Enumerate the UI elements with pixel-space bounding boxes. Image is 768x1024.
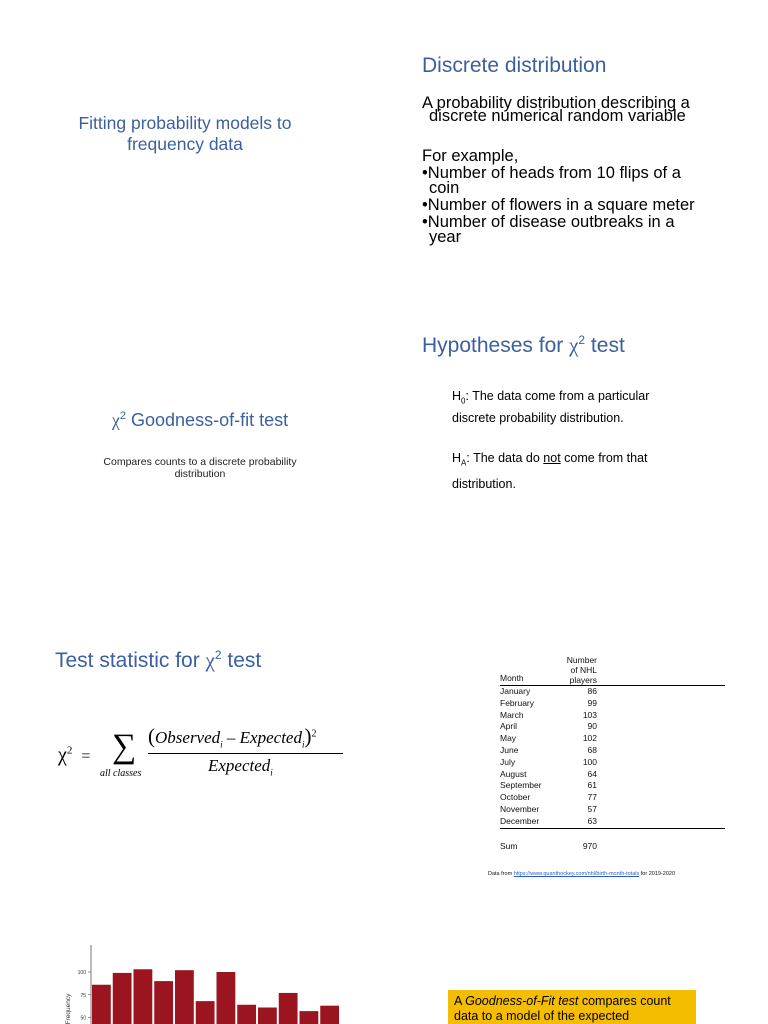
month-cell: September [500, 780, 542, 791]
h-subscript: 0 [461, 396, 466, 406]
birth-month-chart [58, 945, 358, 1024]
minus: – [222, 728, 240, 747]
table-row [500, 721, 725, 733]
sum-value: 970 [582, 840, 597, 851]
count-cell: 77 [587, 792, 597, 803]
count-cell: 86 [587, 686, 597, 696]
definition-line: discrete numerical random variable [429, 107, 686, 125]
table-row [500, 769, 725, 781]
header-line: players [569, 675, 597, 685]
header-line: Number [566, 655, 597, 665]
y-tick-label: 100 [77, 970, 86, 976]
count-cell: 102 [582, 733, 597, 744]
y-tick-label: 75 [80, 992, 86, 999]
data-source [488, 871, 675, 877]
gof-text: A [454, 994, 466, 1008]
gof-line: data to a model of the expected [454, 1009, 630, 1023]
null-hypothesis [452, 388, 687, 427]
ha-text: come from that distribution. [452, 451, 648, 491]
table-row [500, 792, 725, 804]
bar-chart-svg [58, 945, 358, 1024]
source-suffix: for 2019-2020 [639, 871, 676, 877]
count-cell: 57 [587, 803, 597, 814]
formula-lhs [58, 744, 90, 767]
month-cell: August [500, 768, 527, 779]
chi-symbol: χ [205, 648, 215, 672]
h-label: H [452, 389, 462, 403]
slide2-title: Discrete distribution [422, 54, 607, 77]
count-cell: 100 [582, 756, 597, 767]
month-cell: November [500, 803, 540, 814]
not-emphasis: not [543, 451, 561, 465]
table-row [500, 816, 725, 828]
superscript: 2 [311, 728, 317, 740]
month-cell: October [500, 792, 531, 803]
month-cell: April [500, 721, 518, 732]
alt-hypothesis [452, 448, 687, 495]
table-row [500, 757, 725, 769]
count-cell: 63 [587, 815, 597, 826]
bullet-item-cont: year [429, 228, 462, 246]
month-cell: January [500, 686, 531, 696]
h0-text: : The data come from a particular discrete probability distribution. [452, 389, 650, 425]
month-cell: May [500, 733, 517, 744]
bullet-item: •Number of flowers in a square meter [422, 196, 695, 214]
month-cell: July [500, 756, 516, 767]
paren-open: ( [148, 724, 155, 748]
title-text: Hypotheses for [422, 334, 570, 357]
index: i [301, 739, 305, 750]
title-text: test [585, 334, 625, 357]
header-count [560, 655, 597, 686]
bar-april [154, 981, 173, 1024]
bar-may [175, 970, 194, 1024]
table-row [500, 686, 725, 698]
data-table [500, 655, 725, 852]
index: i [220, 739, 223, 750]
month-cell: June [500, 744, 519, 755]
index: i [270, 767, 273, 778]
source-link[interactable]: https://www.quanthockey.com/nhl/birth-month-totals [513, 871, 640, 877]
table-row [500, 804, 725, 816]
formula-denominator [208, 756, 273, 777]
month-cell: February [500, 697, 535, 708]
definition [422, 95, 742, 125]
chi-symbol: χ [111, 410, 120, 430]
table-row [500, 780, 725, 792]
count-cell: 68 [587, 744, 597, 755]
slide5-title [55, 648, 261, 673]
bar-march [134, 969, 153, 1024]
bar-june [196, 1001, 215, 1024]
paren-close: ) [304, 724, 312, 748]
bar-october [279, 993, 298, 1024]
y-axis-label: Frequency [65, 993, 72, 1024]
sum-subscript: all classes [100, 768, 142, 779]
bullet-item: •Number of heads from 10 flips of a [422, 164, 681, 182]
slide4-title [422, 333, 625, 358]
table-row [500, 733, 725, 745]
slide3-subtitle: Compares counts to a discrete probability distribution [103, 456, 297, 480]
superscript: 2 [66, 744, 73, 757]
chi-square-formula [58, 720, 358, 790]
count-cell: 103 [582, 709, 597, 720]
fraction-bar [148, 753, 343, 754]
bar-august [237, 1005, 256, 1024]
source-prefix: Data from [488, 871, 514, 877]
table-header [500, 655, 725, 686]
title-text: Goodness-of-fit test [126, 410, 289, 430]
slide3-title [55, 410, 345, 431]
chi-symbol: χ [569, 333, 579, 357]
table-row [500, 745, 725, 757]
bullet-item-cont: coin [429, 179, 460, 197]
definition-line: A probability distribution describing a [422, 94, 690, 112]
bar-january [92, 985, 111, 1024]
header-month: Month [500, 673, 524, 684]
chi-symbol: χ [58, 744, 67, 766]
header-line: of NHL [570, 665, 597, 675]
sum-label: Sum [500, 840, 518, 851]
slide1-title: Fitting probability models to frequency data [78, 113, 292, 154]
nhl-birth-table [500, 655, 725, 852]
ha-text: : The data do [466, 451, 544, 465]
bar-july [217, 972, 236, 1024]
superscript: 2 [578, 333, 586, 347]
expected: Expected [239, 728, 302, 747]
equals-sign: = [81, 748, 91, 765]
bar-september [258, 1007, 277, 1024]
gof-term: Goodness-of-Fit test [465, 994, 579, 1008]
y-tick-label: 50 [80, 1015, 86, 1022]
count-cell: 90 [587, 721, 597, 732]
example-heading: For example, [422, 147, 519, 165]
bar-february [113, 973, 132, 1024]
title-text: Test statistic for [55, 649, 206, 672]
month-cell: March [500, 709, 524, 720]
count-cell: 61 [587, 780, 597, 791]
superscript: 2 [119, 410, 127, 422]
gof-callout [448, 990, 696, 1024]
expected: Expected [208, 756, 271, 775]
example-block [422, 148, 742, 246]
bullet-item: •Number of disease outbreaks in a [422, 213, 675, 231]
formula-numerator [148, 724, 316, 749]
gof-line [454, 994, 690, 1009]
month-cell: December [500, 815, 540, 826]
title-text: test [221, 649, 262, 672]
sigma-symbol: ∑ [112, 728, 137, 765]
observed: Observed [155, 728, 221, 747]
gof-text: compares count [578, 994, 671, 1008]
h-subscript: A [461, 458, 467, 468]
count-cell: 99 [587, 697, 597, 708]
bar-december [320, 1006, 339, 1024]
table-row [500, 698, 725, 710]
bar-november [300, 1011, 319, 1024]
h-label: H [452, 451, 462, 465]
count-cell: 64 [587, 768, 597, 779]
superscript: 2 [214, 648, 222, 662]
table-row [500, 710, 725, 722]
table-sum-row [500, 828, 725, 852]
